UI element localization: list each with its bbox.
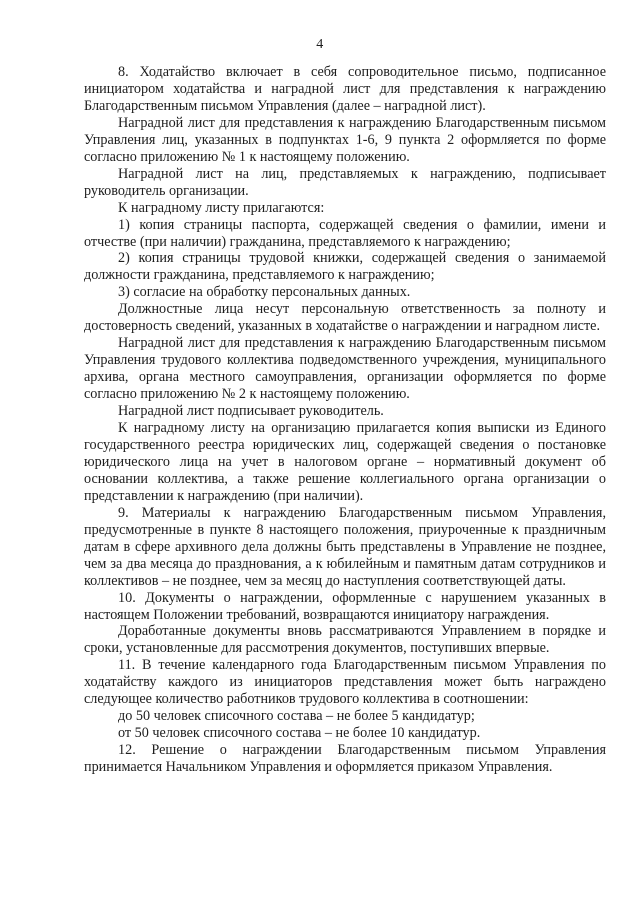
list-item-work-book-copy: 2) копия страницы трудовой книжки, содержащей сведения о занимаемой должности гражданина, представляемого к награждению;	[84, 250, 606, 284]
paragraph-award-sheet-collective: Наградной лист для представления к награждению Благодарственным письмом Управления трудового коллектива подведомственного учреждения, муниципального архива, органа местного самоуправления, организации оформляется по форме согласно приложению № 2 к настоящему положению.	[84, 335, 606, 403]
list-item-passport-copy: 1) копия страницы паспорта, содержащей сведения о фамилии, имени и отчестве (при наличии) гражданина, представляемого к награждению;	[84, 216, 606, 250]
paragraph-revised-documents: Доработанные документы вновь рассматриваются Управлением в порядке и сроки, установленные для рассмотрения документов, поступивших впервые.	[84, 623, 606, 657]
paragraph-award-sheet-persons: Наградной лист для представления к награждению Благодарственным письмом Управления лиц, указанных в подпунктах 1-6, 9 пункта 2 оформляется по форме согласно приложению № 1 к настоящему положению.	[84, 114, 606, 165]
paragraph-attachments-heading: К наградному листу прилагаются:	[118, 199, 325, 216]
list-item-quota-from-50: от 50 человек списочного состава – не более 10 кандидатур.	[118, 725, 481, 742]
paragraph-award-sheet-signature: Наградной лист на лиц, представляемых к награждению, подписывает руководитель организации.	[84, 165, 606, 199]
paragraph-10-returned-documents: 10. Документы о награждении, оформленные с нарушением указанных в настоящем Положении требований, возвращаются инициатору награждения.	[84, 589, 606, 623]
paragraph-8-petition: 8. Ходатайство включает в себя сопроводительное письмо, подписанное инициатором ходатайства и наградной лист для представления к награждению Благодарственным письмом Управления (далее – наградной лист).	[84, 64, 606, 114]
paragraph-head-signs: Наградной лист подписывает руководитель.	[118, 403, 384, 420]
paragraph-9-deadlines: 9. Материалы к награждению Благодарственным письмом Управления, предусмотренные в пункте 8 настоящего положения, приуроченные к праздничным датам в сфере архивного дела должны быть представлены в Управление не позднее, чем за два месяца до празднования, а к юбилейным и памятным датам сотрудников и коллективов – не позднее, чем за месяц до наступления соответствующей даты.	[84, 504, 606, 589]
list-item-quota-up-to-50: до 50 человек списочного состава – не более 5 кандидатур;	[118, 708, 475, 725]
paragraph-12-decision: 12. Решение о награждении Благодарственным письмом Управления принимается Начальником Управления и оформляется приказом Управления.	[84, 742, 606, 776]
page-number: 4	[316, 37, 324, 52]
paragraph-officials-responsibility: Должностные лица несут персональную ответственность за полноту и достоверность сведений, указанных в ходатайстве о награждении и наградном листе.	[84, 301, 606, 335]
paragraph-registry-extract: К наградному листу на организацию прилагается копия выписки из Единого государственного реестра юридических лиц, содержащей сведения о постановке юридического лица на учет в налоговом органе – нормативный документ об основании коллектива, а также решение коллегиального органа организации о представлении к награждению (при наличии).	[84, 420, 606, 504]
paragraph-11-quota: 11. В течение календарного года Благодарственным письмом Управления по ходатайству каждого из инициаторов представления может быть награждено следующее количество работников трудового коллектива в соотношении:	[84, 657, 606, 708]
list-item-personal-data-consent: 3) согласие на обработку персональных данных.	[118, 284, 411, 301]
document-body	[84, 64, 606, 776]
